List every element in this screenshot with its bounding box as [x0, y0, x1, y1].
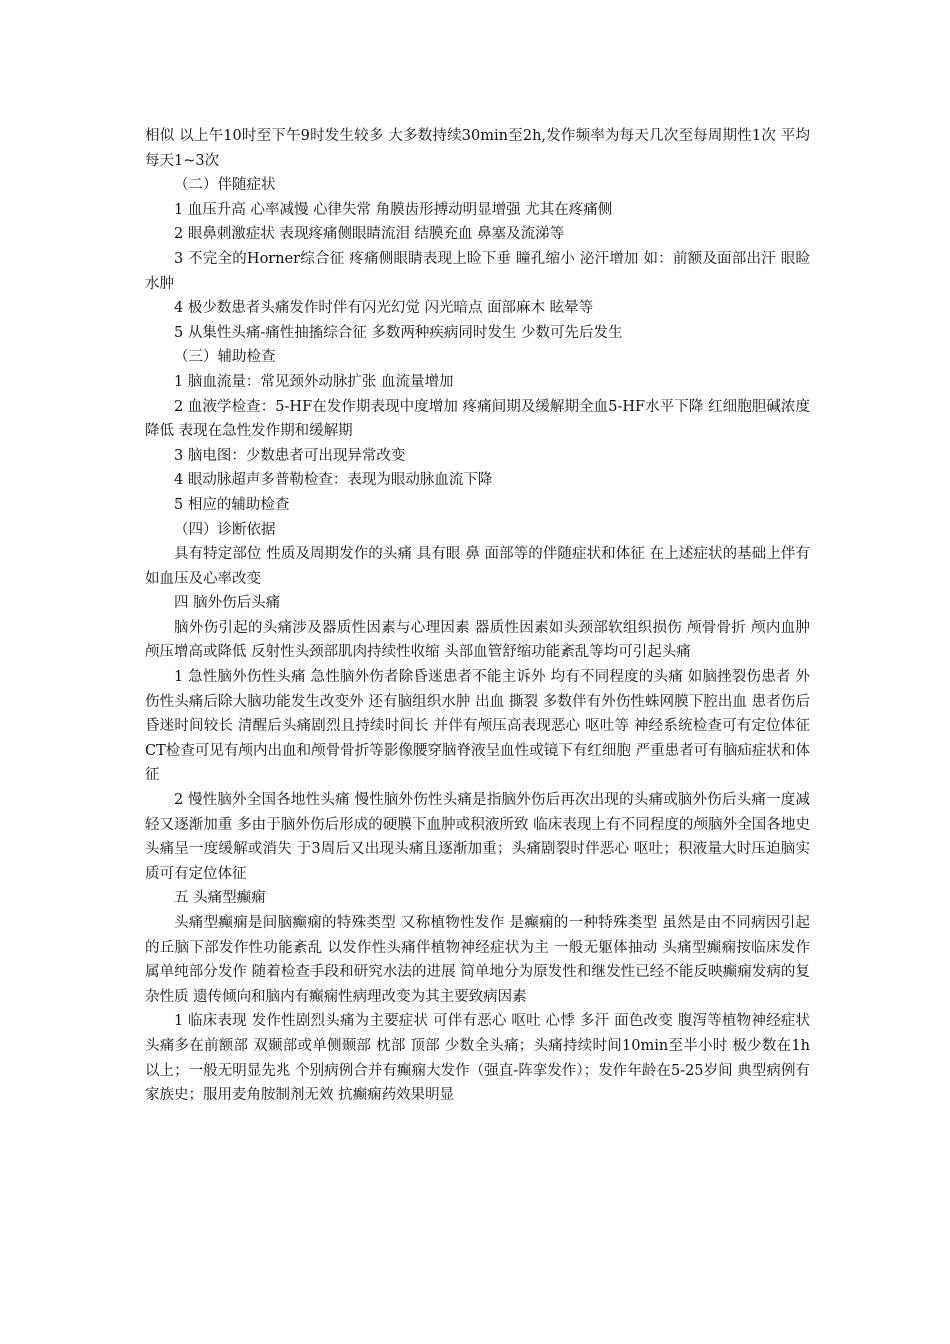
- paragraph: 头痛型癫痫是间脑癫痫的特殊类型 又称植物性发作 是癫痫的一种特殊类型 虽然是由不同病因引起的丘脑下部发作性功能紊乱 以发作性头痛伴植物神经症状为主 一般无躯体抽动 头痛型癫痫按临床发作属单纯部分发作 随着检查手段和研究水法的进展 简单地分为原发性和继发性已经不能反映癫痫发病的复杂性质 遗传倾向和脑内有癫痫性病理改变为其主要致病因素: [145, 915, 810, 1005]
- section-heading-auxiliary-exams: （三）辅助检查: [174, 349, 276, 366]
- list-item: 5 从集性头痛-痛性抽搐综合征 多数两种疾病同时发生 少数可先后发生: [174, 324, 623, 341]
- list-item: 4 眼动脉超声多普勒检查：表现为眼动脉血流下降: [174, 472, 493, 489]
- list-item: 3 脑电图：少数患者可出现异常改变: [174, 447, 406, 464]
- list-item: 2 慢性脑外全国各地性头痛 慢性脑外伤性头痛是指脑外伤后再次出现的头痛或脑外伤后头痛一度减轻又逐渐加重 多由于脑外伤后形成的硬膜下血肿或积液所致 临床表现上有不同程度的颅脑外全国各地史 头痛呈一度缓解或消失 于3周后又出现头痛且逐渐加重；头痛剧裂时伴恶心 呕吐；积液量大时压迫脑实质可有定位体征: [145, 792, 815, 882]
- list-item: 4 极少数患者头痛发作时伴有闪光幻觉 闪光暗点 面部麻木 眩晕等: [174, 300, 594, 317]
- chapter-heading-post-traumatic-headache: 四 脑外伤后头痛: [174, 595, 281, 612]
- section-heading-accompanying-symptoms: （二）伴随症状: [174, 177, 276, 194]
- list-item: 1 临床表现 发作性剧烈头痛为主要症状 可伴有恶心 呕吐 心悸 多汗 面色改变 腹泻等植物神经症状 头痛多在前额部 双颞部或单侧颞部 枕部 顶部 少数全头痛；头痛持续时间10min至半小时 极少数在1h以上；一般无明显先兆 个别病例合并有癫痫大发作（强直-阵挛发作）；发作年龄在5-25岁间 典型病例有家族史；服用麦角胺制剂无效 抗癫痫药效果明显: [145, 1013, 815, 1104]
- document-body: [145, 124, 815, 1108]
- list-item: 1 脑血流量：常见颈外动脉扩张 血流量增加: [174, 373, 454, 390]
- list-item: 1 血压升高 心率减慢 心律失常 角膜齿形搏动明显增强 尤其在疼痛侧: [174, 201, 613, 218]
- list-item: 2 眼鼻刺激症状 表现疼痛侧眼睛流泪 结膜充血 鼻塞及流涕等: [174, 226, 565, 243]
- list-item: 5 相应的辅助检查: [174, 496, 290, 513]
- paragraph: 脑外伤引起的头痛涉及器质性因素与心理因素 器质性因素如头颈部软组织损伤 颅骨骨折 颅内血肿 颅压增高或降低 反射性头颈部肌肉持续性收缩 头部血管舒缩功能紊乱等均可引起头痛: [145, 619, 815, 661]
- list-item: 3 不完全的Horner综合征 疼痛侧眼睛表现上睑下垂 瞳孔缩小 泌汗增加 如：前额及面部出汗 眼睑水肿: [145, 250, 810, 292]
- section-heading-diagnosis: （四）诊断依据: [174, 521, 276, 538]
- chapter-heading-headache-epilepsy: 五 头痛型癫痫: [174, 890, 266, 907]
- list-item: 2 血液学检查：5-HF在发作期表现中度增加 疼痛间期及缓解期全血5-HF水平下降 红细胞胆碱浓度降低 表现在急性发作期和缓解期: [145, 398, 810, 440]
- paragraph: 具有特定部位 性质及周期发作的头痛 具有眼 鼻 面部等的伴随症状和体征 在上述症状的基础上伴有如血压及心率改变: [145, 546, 810, 587]
- paragraph-continuation: 相似 以上午10时至下午9时发生较多 大多数持续30min至2h,发作频率为每天几次至每周期性1次 平均每天1~3次: [145, 128, 810, 169]
- list-item: 1 急性脑外伤性头痛 急性脑外伤者除昏迷患者不能主诉外 均有不同程度的头痛 如脑挫裂伤患者 外伤性头痛后除大脑功能发生改变外 还有脑组织水肿 出血 撕裂 多数伴有外伤性蛛网膜下腔出血 患者伤后昏迷时间较长 清醒后头痛剧烈且持续时间长 并伴有颅压高表现恶心 呕吐等 神经系统检查可有定位体征 CT检查可见有颅内出血和颅骨骨折等影像腰穿脑脊液呈血性或镜下有红细胞 严重患者可有脑疝症状和体征: [145, 669, 815, 784]
